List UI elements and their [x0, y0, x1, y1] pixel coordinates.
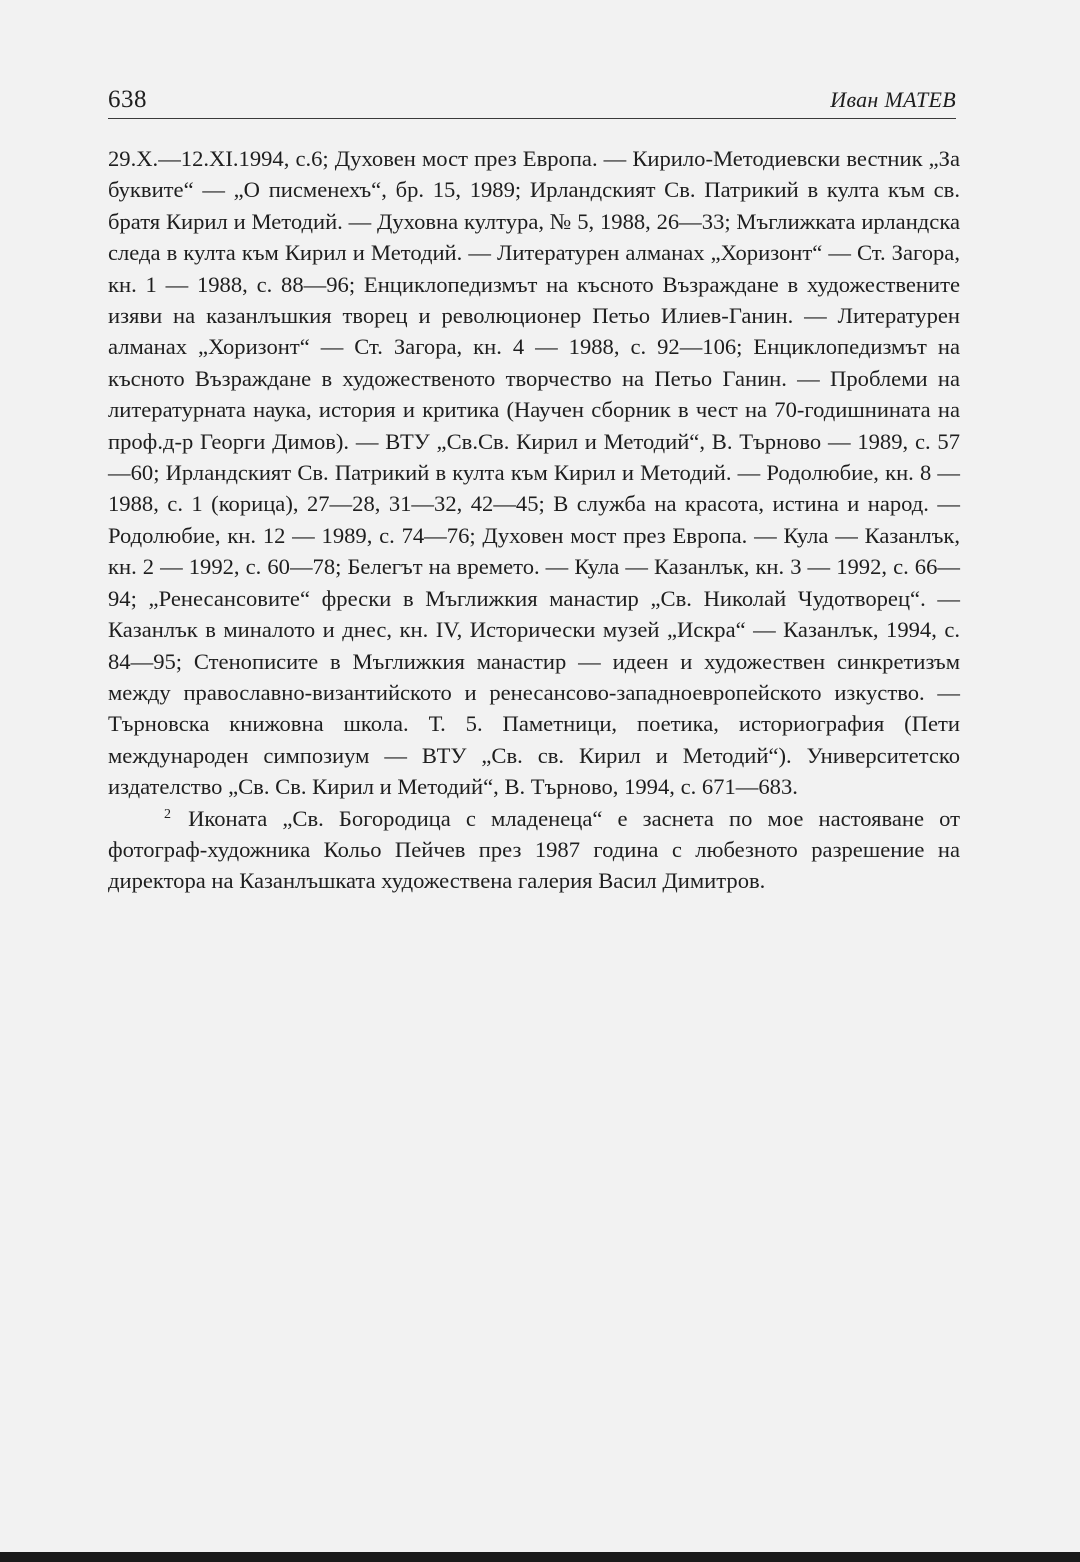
page-number: 638 [108, 86, 147, 113]
footnote-text: Иконата „Св. Богородица с младенеца“ е заснета по мое настояване от фотограф-художника Кольо Пейчев през 1987 година с любезното разрешение на директора на Казанлъшката художествена галерия Васил Димитров. [108, 805, 960, 894]
footnote [108, 803, 960, 897]
footnote-marker: 2 [164, 806, 171, 822]
running-head-author: Иван МАТЕВ [830, 87, 956, 112]
bibliography-paragraph: 29.X.—12.XI.1994, с.6; Духовен мост през Европа. — Кирило-Методиевски вестник „За буквите“ — „О писменехъ“, бр. 15, 1989; Ирландският Св. Патрикий в култа към св. братя Кирил и Методий. — Духовна култура, № 5, 1988, 26—33; Мъглижката ирландска следа в култа към Кирил и Методий. — Литературен алманах „Хоризонт“ — Ст. Загора, кн. 1 — 1988, с. 88—96; Енциклопедизмът на късното Възраждане в художествените изяви на казанлъшкия творец и революционер Петьо Илиев-Ганин. — Литературен алманах „Хоризонт“ — Ст. Загора, кн. 4 — 1988, с. 92—106; Енциклопедизмът на късното Възраждане в художественото творчество на Петьо Ганин. — Проблеми на литературната наука, история и критика (Научен сборник в чест на 70-годишнината на проф.д-р Георги Димов). — ВТУ „Св.Св. Кирил и Методий“, В. Търново — 1989, с. 57—60; Ирландският Св. Патрикий в култа към Кирил и Методий. — Родолюбие, кн. 8 —1988, с. 1 (корица), 27—28, 31—32, 42—45; В служба на красота, истина и народ. — Родолюбие, кн. 12 — 1989, с. 74—76; Духовен мост през Европа. — Кула — Казанлък, кн. 2 — 1992, с. 60—78; Белегът на времето. — Кула — Казанлък, кн. 3 — 1992, с. 66—94; „Ренесансовите“ фрески в Мъглижкия манастир „Св. Николай Чудотворец“. — Казанлък в миналото и днес, кн. IV, Исторически музей „Искра“ — Казанлък, 1994, с. 84—95; Стенописите в Мъглижкия манастир — идеен и художествен синкретизъм между православно-византийското и ренесансово-западноевропейското изкуство. — Търновска книжовна школа. Т. 5. Паметници, поетика, историография (Пети международен симпозиум — ВТУ „Св. св. Кирил и Методий“). Университетско издателство „Св. Св. Кирил и Методий“, В. Търново, 1994, с. 671—683. [108, 146, 960, 800]
body-text [108, 143, 960, 897]
page-header [108, 82, 956, 119]
scan-bottom-edge [0, 1552, 1080, 1562]
